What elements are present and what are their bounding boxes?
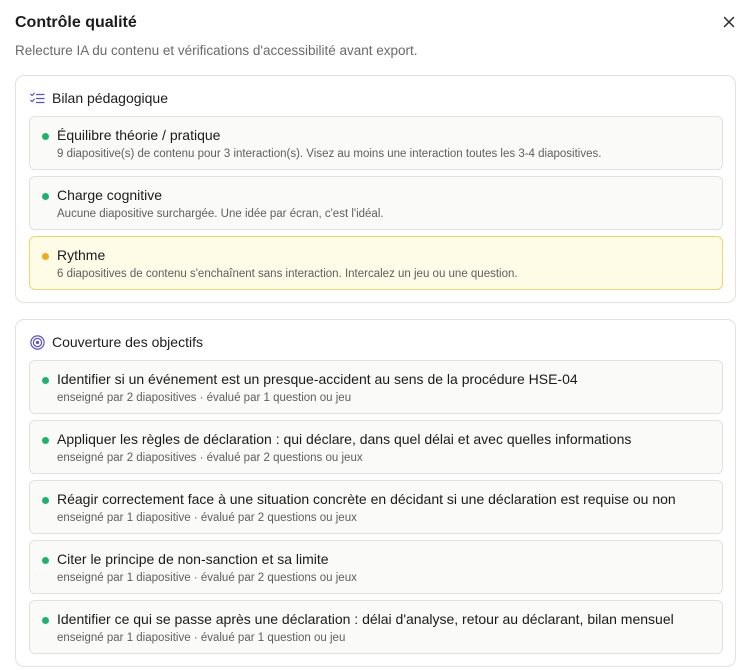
checklist-icon — [29, 90, 45, 106]
dialog-title: Contrôle qualité — [15, 14, 137, 31]
item-description: enseigné par 1 diapositive · évalué par 2 questions ou jeux — [57, 572, 357, 584]
status-ok-dot — [42, 497, 49, 504]
target-icon — [29, 334, 45, 350]
close-button[interactable] — [720, 13, 738, 31]
status-ok-dot — [42, 193, 49, 200]
bilan-items — [29, 116, 722, 290]
item-title: Appliquer les règles de déclaration : qui déclare, dans quel délai et avec quelles informations — [57, 431, 632, 447]
bilan-title: Bilan pédagogique — [52, 90, 168, 106]
status-warning-dot — [42, 253, 49, 260]
status-ok-dot — [42, 133, 49, 140]
item-title: Réagir correctement face à une situation concrète en décidant si une déclaration est requise ou non — [57, 491, 676, 507]
item-description: 6 diapositives de contenu s'enchaînent sans interaction. Intercalez un jeu ou une question. — [57, 268, 518, 280]
objectifs-title: Couverture des objectifs — [52, 334, 203, 350]
objectif-item — [29, 480, 723, 534]
item-description: enseigné par 2 diapositives · évalué par 2 questions ou jeux — [57, 452, 363, 464]
item-title: Charge cognitive — [57, 187, 163, 203]
status-ok-dot — [42, 377, 49, 384]
objectif-item — [29, 360, 723, 414]
objectifs-items — [29, 360, 722, 654]
bilan-header — [29, 88, 722, 108]
close-icon — [723, 16, 735, 28]
item-description: enseigné par 2 diapositives · évalué par 1 question ou jeu — [57, 392, 352, 404]
couverture-objectifs-section — [15, 319, 736, 667]
bilan-item-charge — [29, 176, 723, 230]
objectif-item — [29, 540, 723, 594]
item-title: Identifier ce qui se passe après une déclaration : délai d'analyse, retour au déclarant, bilan mensuel — [57, 611, 674, 627]
dialog-subtitle: Relecture IA du contenu et vérifications d'accessibilité avant export. — [15, 43, 418, 58]
item-title: Équilibre théorie / pratique — [57, 127, 221, 143]
status-ok-dot — [42, 437, 49, 444]
status-ok-dot — [42, 617, 49, 624]
bilan-pedagogique-section — [15, 75, 736, 303]
item-title: Rythme — [57, 247, 106, 263]
item-description: Aucune diapositive surchargée. Une idée par écran, c'est l'idéal. — [57, 208, 384, 220]
objectifs-header — [29, 332, 722, 352]
objectif-item — [29, 420, 723, 474]
bilan-item-equilibre — [29, 116, 723, 170]
item-description: enseigné par 1 diapositive · évalué par 1 question ou jeu — [57, 632, 346, 644]
item-title: Citer le principe de non-sanction et sa limite — [57, 551, 329, 567]
item-description: 9 diapositive(s) de contenu pour 3 interaction(s). Visez au moins une interaction toutes les 3-4 diapositives. — [57, 148, 602, 160]
objectif-item — [29, 600, 723, 654]
status-ok-dot — [42, 557, 49, 564]
item-title: Identifier si un événement est un presque-accident au sens de la procédure HSE-04 — [57, 371, 578, 387]
item-description: enseigné par 1 diapositive · évalué par 2 questions ou jeux — [57, 512, 357, 524]
bilan-item-rythme — [29, 236, 723, 290]
